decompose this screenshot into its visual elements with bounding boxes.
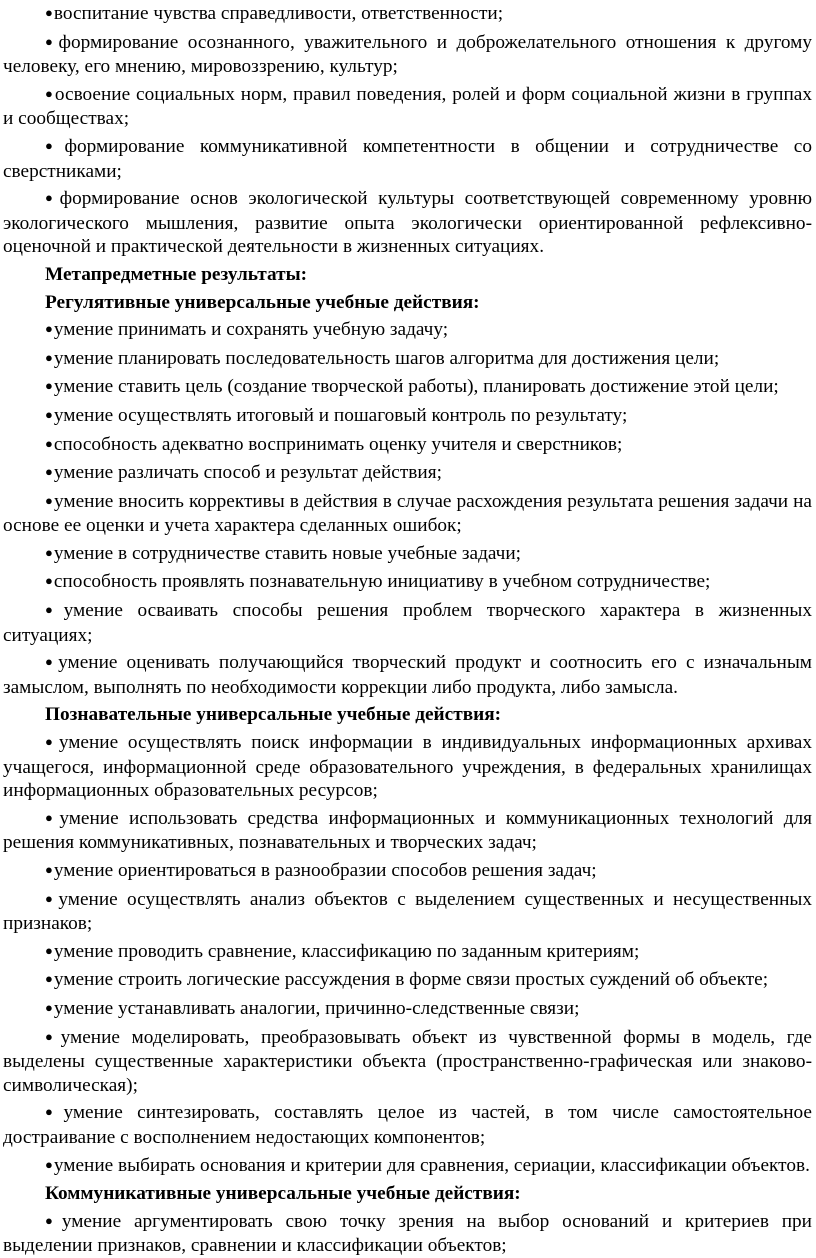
list-item — [3, 731, 812, 803]
bullet-icon: ● — [45, 1104, 63, 1120]
bullet-icon: ● — [45, 573, 53, 589]
list-item — [3, 542, 812, 567]
bullet-icon: ● — [45, 435, 53, 451]
list-item-text: умение вносить коррективы в действия в случае расхождения результата решения задачи на основе ее оценки и учета характера сделанных ошибок; — [3, 490, 812, 537]
bullet-icon: ● — [45, 190, 59, 206]
list-item-text: способность адекватно воспринимать оценку учителя и сверстников; — [53, 433, 623, 455]
list-item-text: умение аргументировать свою точку зрения на выбор оснований и критериев при выделении признаков, сравнении и классификации объектов; — [3, 1210, 812, 1257]
bullet-icon: ● — [45, 971, 53, 987]
list-item-text: умение синтезировать, составлять целое из частей, в том числе самостоятельное достраивание с восполнением недостающих компонентов; — [3, 1102, 812, 1148]
list-item — [3, 83, 812, 131]
bullet-icon: ● — [45, 5, 53, 20]
list-item-text: умение осуществлять поиск информации в индивидуальных информационных архивах учащегося, информационной среде образовательного учреждения, в федеральных хранилищах информационных образовательных ресурсов; — [3, 732, 812, 802]
list-item — [3, 968, 812, 993]
list-item — [3, 888, 812, 936]
bullet-icon: ● — [45, 492, 54, 508]
list-item — [3, 347, 812, 372]
list-item-text: освоение социальных норм, правил поведения, ролей и форм социальной жизни в группах и сообществах; — [3, 83, 812, 130]
list-item-text: умение ставить цель (создание творческой работы), планировать достижение этой цели; — [53, 376, 779, 398]
section-heading: Коммуникативные универсальные учебные действия: — [45, 1183, 521, 1205]
bullet-icon: ● — [45, 464, 53, 480]
list-item — [3, 404, 812, 429]
list-item-text: умение в сотрудничестве ставить новые учебные задачи; — [53, 542, 522, 564]
bullet-icon: ● — [45, 602, 63, 618]
list-item — [3, 187, 812, 259]
list-item — [3, 461, 812, 486]
list-item — [3, 1101, 812, 1149]
list-item-text: умение строить логические рассуждения в форме связи простых суждений об объекте; — [53, 969, 769, 991]
bullet-icon: ● — [45, 544, 53, 560]
bullet-icon: ● — [45, 1156, 53, 1172]
section-heading: Метапредметные результаты: — [45, 263, 308, 285]
bullet-icon: ● — [45, 85, 54, 101]
list-item — [3, 135, 812, 183]
list-item-text: умение проводить сравнение, классификацию по заданным критериям; — [53, 940, 640, 962]
section-heading: Познавательные универсальные учебные действия: — [45, 704, 502, 726]
list-item — [3, 570, 812, 595]
list-item-text: формирование осознанного, уважительного и доброжелательного отношения к другому человеку, его мнению, мировоззрению, культур; — [3, 31, 812, 78]
bullet-icon: ● — [45, 654, 58, 670]
list-item-text: умение принимать и сохранять учебную задачу; — [53, 319, 449, 341]
bullet-icon: ● — [45, 378, 53, 394]
bullet-icon: ● — [45, 349, 53, 365]
list-item — [3, 997, 812, 1022]
bullet-icon: ● — [45, 809, 59, 825]
list-item — [3, 375, 812, 400]
list-item-text: умение моделировать, преобразовывать объект из чувственной формы в модель, где выделены существенные характеристики объекта (пространственно-графическая или знаково-символическая); — [3, 1026, 812, 1096]
list-item-text: способность проявлять познавательную инициативу в учебном сотрудничестве; — [53, 571, 711, 593]
list-item-text: формирование коммуникативной компетентности в общении и сотрудничестве со сверстниками; — [3, 135, 812, 182]
bullet-icon: ● — [45, 1212, 61, 1228]
list-item-text: умение осуществлять анализ объектов с выделением существенных и несущественных признаков; — [3, 888, 812, 935]
bullet-icon: ● — [45, 321, 53, 337]
list-item-text: умение планировать последовательность шагов алгоритма для достижения цели; — [53, 347, 720, 369]
list-item — [3, 940, 812, 965]
list-item — [3, 599, 812, 647]
list-item — [3, 807, 812, 855]
list-item-text: умение выбирать основания и критерии для сравнения, сериации, классификации объектов. — [53, 1154, 810, 1176]
list-item-text: воспитание чувства справедливости, ответственности; — [53, 3, 504, 24]
list-item-text: формирование основ экологической культуры соответствующей современному уровню экологического мышления, развитие опыта экологически ориентированной рефлексивно-оценочной и практической деятельности в жизненных ситуациях. — [3, 188, 812, 258]
list-item — [3, 1026, 812, 1098]
list-item-text: умение оценивать получающийся творческий продукт и соотносить его с изначальным замыслом, выполнять по необходимости коррекции либо продукта, либо замысла. — [3, 652, 812, 698]
list-item — [3, 651, 812, 699]
bullet-icon: ● — [45, 137, 64, 153]
bullet-icon: ● — [45, 33, 58, 49]
list-item — [3, 1154, 812, 1179]
list-item-text: умение различать способ и результат действия; — [53, 462, 442, 484]
list-item — [3, 433, 812, 458]
bullet-icon: ● — [45, 406, 53, 422]
list-item-text: умение ориентироваться в разнообразии способов решения задач; — [53, 860, 597, 881]
list-item — [3, 31, 812, 79]
bullet-icon: ● — [45, 999, 53, 1015]
list-item-text: умение устанавливать аналогии, причинно-следственные связи; — [53, 997, 580, 1019]
list-item — [3, 318, 812, 343]
list-item-text: умение осуществлять итоговый и пошаговый контроль по результату; — [53, 404, 628, 426]
bullet-icon: ● — [45, 862, 53, 877]
bullet-icon: ● — [45, 890, 58, 906]
list-item — [3, 859, 812, 884]
list-item — [3, 2, 812, 27]
bullet-icon: ● — [45, 1028, 60, 1044]
bullet-icon: ● — [45, 734, 58, 750]
list-item — [3, 1210, 812, 1258]
bullet-icon: ● — [45, 942, 53, 958]
list-item — [3, 490, 812, 538]
list-item-text: умение использовать средства информационных и коммуникационных технологий для решения коммуникативных, познавательных и творческих задач; — [3, 807, 812, 854]
list-item-text: умение осваивать способы решения проблем творческого характера в жизненных ситуациях; — [3, 600, 812, 646]
section-heading: Регулятивные универсальные учебные действия: — [45, 291, 480, 313]
